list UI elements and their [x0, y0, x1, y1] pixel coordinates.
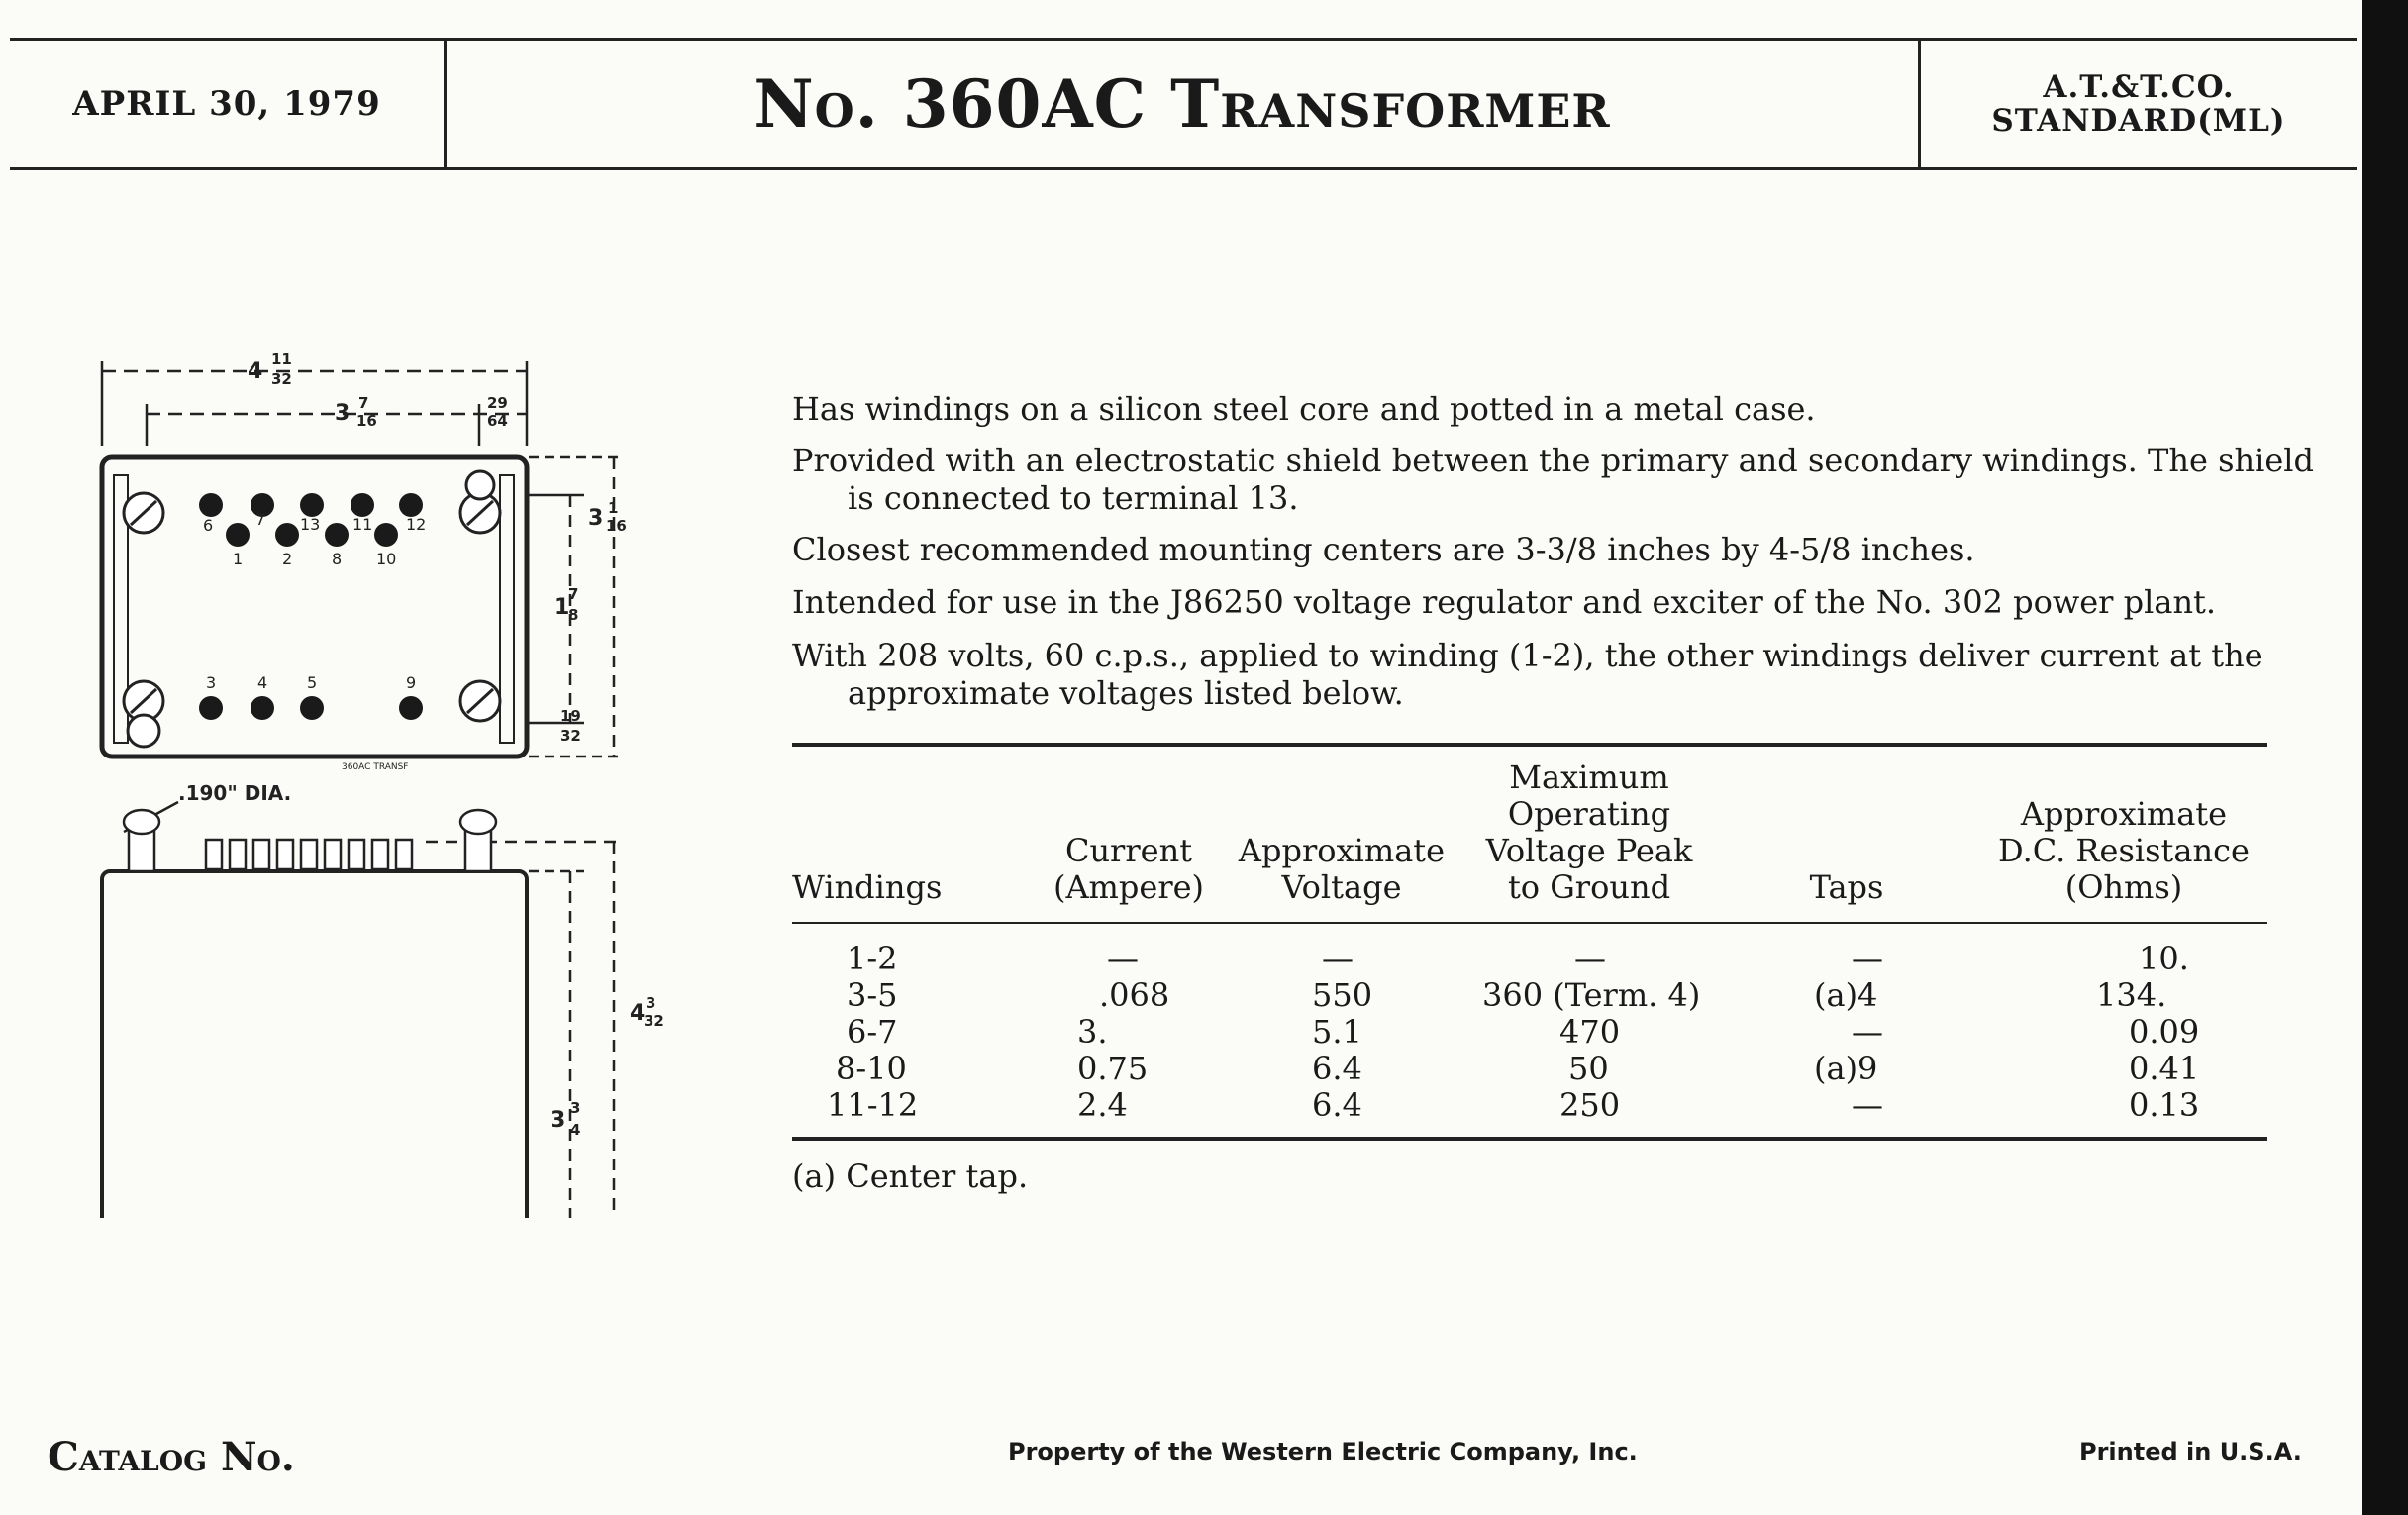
mounting-hole: [128, 715, 159, 747]
standard-block: [1921, 41, 2357, 167]
terminal-label: 8: [332, 550, 343, 568]
description-paragraph: Has windings on a silicon steel core and potted in a metal case.: [792, 390, 1816, 428]
dim-side-total-whole: 4: [630, 1001, 646, 1026]
side-terminal: [349, 840, 364, 869]
printed-notice: Printed in U.S.A.: [2079, 1438, 2302, 1465]
case-marking: 360AC TRANSF: [342, 762, 409, 772]
stud-head: [124, 810, 159, 834]
dim-frac-den: 4: [570, 1121, 581, 1139]
description-paragraph: Intended for use in the J86250 voltage regulator and exciter of the No. 302 power plant.: [792, 583, 2217, 621]
property-notice: Property of the Western Electric Company, Inc.: [1008, 1438, 1638, 1465]
dim-frac-den: 16: [606, 517, 627, 535]
catalog-number-label: Catalog No.: [48, 1434, 295, 1480]
table-top-rule: [792, 743, 2267, 747]
scan-edge: [2362, 0, 2408, 1515]
dim-frac-den: 32: [560, 727, 581, 745]
col-header-windings: Windings: [792, 868, 943, 906]
dim-inner-width-whole: 3: [335, 401, 351, 426]
dim-frac-den: 8: [568, 606, 579, 624]
dim-frac-num: 7: [568, 585, 579, 603]
table-row: 11-12 2.4 6.4 250 — 0.13: [827, 1086, 2200, 1124]
dim-frac-den: 32: [271, 370, 292, 388]
mounting-hole: [466, 471, 494, 499]
col-header-current: Current (Ampere): [1053, 832, 1205, 906]
terminal-8: [325, 523, 349, 547]
dim-frac-num: 19: [560, 707, 581, 725]
description-paragraph: Closest recommended mounting centers are 3-3/8 inches by 4-5/8 inches.: [792, 531, 1975, 568]
stud-head: [460, 810, 496, 834]
terminal-label: 4: [257, 673, 268, 692]
terminal-label: 3: [206, 673, 217, 692]
col-header-taps: Taps: [1809, 868, 1884, 906]
terminal-5: [300, 696, 324, 720]
dim-frac-den: 64: [487, 412, 508, 430]
terminal-11: [351, 493, 374, 517]
standard-line-2: STANDARD(ML): [1991, 103, 2286, 139]
dim-frac-num: 7: [358, 394, 369, 412]
terminal-9: [399, 696, 423, 720]
terminal-label: 2: [282, 550, 293, 568]
side-terminal: [230, 840, 246, 869]
terminal-label: 6: [203, 516, 214, 535]
issue-date: APRIL 30, 1979: [10, 41, 447, 167]
dim-frac-num: 3: [570, 1099, 581, 1117]
transformer-drawing: [0, 327, 713, 1218]
dim-overall-width-whole: 4: [248, 359, 263, 384]
side-terminal-strip: [206, 840, 412, 869]
description-paragraph: With 208 volts, 60 c.p.s., applied to winding (1-2), the other windings deliver current at the approximate voltages listed below.: [792, 637, 2263, 712]
col-header-voltage: Approximate Voltage: [1238, 832, 1446, 906]
dim-frac-den: 32: [644, 1012, 664, 1030]
table-bottom-rule: [792, 1137, 2267, 1141]
header-bar: [10, 38, 2357, 170]
case-side-view: [102, 871, 527, 1218]
side-terminal: [253, 840, 269, 869]
side-terminal: [396, 840, 412, 869]
hole-diameter-label: .190" DIA.: [178, 781, 292, 805]
terminal-label: 9: [406, 673, 417, 692]
terminal-2: [275, 523, 299, 547]
side-terminal: [372, 840, 388, 869]
dim-height-mid-whole: 1: [554, 595, 570, 620]
table-footnote: (a) Center tap.: [792, 1158, 1029, 1195]
description-paragraph: Provided with an electrostatic shield between the primary and secondary windings. The shield is connected to terminal 13.: [792, 442, 2314, 517]
terminal-13: [300, 493, 324, 517]
col-header-max-voltage: Maximum Operating Voltage Peak to Ground: [1485, 758, 1693, 906]
dim-frac-num: 11: [271, 351, 292, 368]
dim-side-case-whole: 3: [551, 1108, 566, 1133]
page-title: No. 360AC Transformer: [447, 41, 1921, 167]
terminal-6: [199, 493, 223, 517]
terminal-label: 12: [406, 515, 427, 534]
terminal-4: [251, 696, 274, 720]
dim-height-whole: 3: [588, 506, 604, 531]
case-flange-right: [500, 475, 514, 743]
col-header-resistance: Approximate D.C. Resistance (Ohms): [1998, 795, 2250, 906]
table-header-rule: [792, 922, 2267, 924]
dim-frac-num: 29: [487, 394, 508, 412]
terminal-label: 5: [307, 673, 318, 692]
terminal-label: 10: [376, 550, 397, 568]
terminal-label: 11: [352, 515, 373, 534]
terminal-label: 7: [255, 510, 266, 529]
side-terminal: [301, 840, 317, 869]
terminal-label: 1: [233, 550, 244, 568]
table-row: 3-5 .068 550 360 (Term. 4) (a)4 134.: [847, 976, 2167, 1014]
terminal-3: [199, 696, 223, 720]
dim-frac-num: 3: [646, 994, 656, 1012]
terminal-label: 13: [300, 515, 321, 534]
dim-frac-num: 1: [608, 499, 619, 517]
dim-frac-den: 16: [356, 412, 377, 430]
side-terminal: [277, 840, 293, 869]
table-row: 6-7 3. 5.1 470 — 0.09: [847, 1013, 2200, 1051]
standard-line-1: A.T.&T.CO.: [2043, 69, 2235, 105]
terminal-1: [226, 523, 250, 547]
terminal-10: [374, 523, 398, 547]
table-row: 8-10 0.75 6.4 50 (a)9 0.41: [836, 1050, 2200, 1087]
table-row: 1-2 — — — — 10.: [847, 940, 2189, 977]
terminal-12: [399, 493, 423, 517]
side-terminal: [206, 840, 222, 869]
side-terminal: [325, 840, 341, 869]
